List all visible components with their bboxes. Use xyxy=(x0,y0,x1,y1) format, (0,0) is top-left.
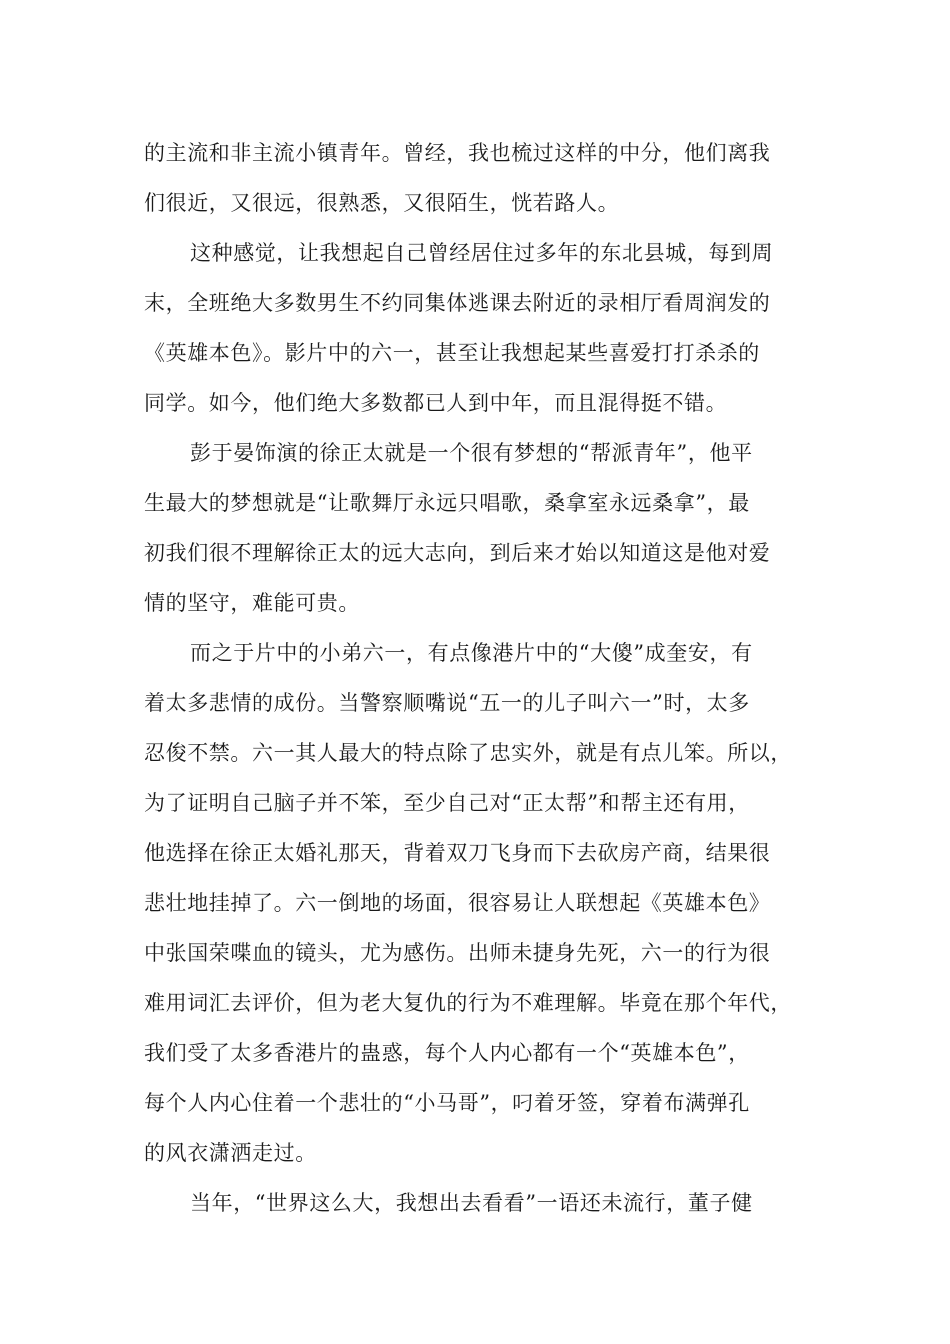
text-line: 难用词汇去评价，但为老大复仇的行为不难理解。毕竟在那个年代， xyxy=(144,991,792,1015)
text-line: 他选择在徐正太婚礼那天，背着双刀飞身而下去砍房产商，结果很 xyxy=(144,841,771,865)
text-line: 生最大的梦想就是“让歌舞厅永远只唱歌，桑拿室永远桑拿”，最 xyxy=(144,491,750,515)
text-line: 每个人内心住着一个悲壮的“小马哥”，叼着牙签，穿着布满弹孔 xyxy=(144,1091,750,1115)
text-line: 初我们很不理解徐正太的远大志向，到后来才始以知道这是他对爱 xyxy=(144,541,771,565)
paragraph-first-line: 这种感觉，让我想起自己曾经居住过多年的东北县城，每到周 xyxy=(190,241,774,265)
text-line: 情的坚守，难能可贵。 xyxy=(144,591,360,615)
text-line: 我们受了太多香港片的蛊惑，每个人内心都有一个“英雄本色”， xyxy=(144,1041,750,1065)
text-line: 的主流和非主流小镇青年。曾经，我也梳过这样的中分，他们离我 xyxy=(144,141,771,165)
text-line: 着太多悲情的成份。当警察顺嘴说“五一的儿子叫六一”时，太多 xyxy=(144,691,750,715)
text-line: 末，全班绝大多数男生不约同集体逃课去附近的录相厅看周润发的 xyxy=(144,291,771,315)
text-line: 为了证明自己脑子并不笨，至少自己对“正太帮”和帮主还有用， xyxy=(144,791,750,815)
text-line: 忍俊不禁。六一其人最大的特点除了忠实外，就是有点儿笨。所以， xyxy=(144,741,792,765)
text-line: 《英雄本色》。影片中的六一，甚至让我想起某些喜爱打打杀杀的 xyxy=(144,341,760,365)
text-line: 们很近，又很远，很熟悉，又很陌生，恍若路人。 xyxy=(144,191,620,215)
text-line: 的风衣潇洒走过。 xyxy=(144,1141,317,1165)
paragraph-first-line: 而之于片中的小弟六一，有点像港片中的“大傻”成奎安，有 xyxy=(190,641,753,665)
paragraph-first-line: 彭于晏饰演的徐正太就是一个很有梦想的“帮派青年”，他平 xyxy=(190,441,753,465)
text-line: 同学。如今，他们绝大多数都已人到中年，而且混得挺不错。 xyxy=(144,391,728,415)
text-line: 悲壮地挂掉了。六一倒地的场面，很容易让人联想起《英雄本色》 xyxy=(144,891,771,915)
paragraph-first-line: 当年，“世界这么大，我想出去看看”一语还未流行，董子健 xyxy=(190,1191,753,1215)
text-line: 中张国荣喋血的镜头，尤为感伤。出师未捷身先死，六一的行为很 xyxy=(144,941,771,965)
